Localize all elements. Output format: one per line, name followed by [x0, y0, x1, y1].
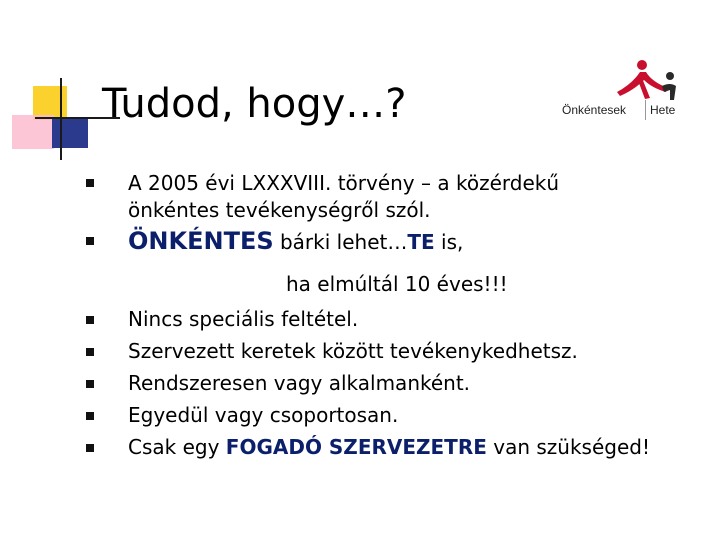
logo-divider	[645, 100, 646, 120]
bullet-marker	[86, 237, 94, 245]
logo-text-hete: Hete	[650, 103, 676, 117]
bullet-marker	[86, 380, 94, 388]
bullet-2-mid: bárki lehet…	[273, 230, 408, 254]
decor-vertical-line	[60, 78, 62, 160]
bullet-3: Nincs speciális feltétel.	[128, 307, 359, 331]
bullet-2-strong: ÖNKÉNTES	[128, 227, 274, 255]
decor-pink-square	[12, 115, 54, 149]
logo-text-onkentesek: Önkéntesek	[562, 103, 627, 117]
bullet-7-strong: FOGADÓ SZERVEZETRE	[225, 435, 487, 459]
bullet-2-te: TE	[407, 230, 435, 254]
bullet-marker	[86, 444, 94, 452]
bullet-7	[128, 434, 650, 460]
bullet-marker	[86, 179, 94, 187]
decor-navy-square	[52, 118, 88, 148]
bullet-1-text: A 2005 évi LXXXVIII. törvény – a közérdekű	[128, 171, 560, 195]
slide-title: Tudod, hogy…?	[102, 81, 407, 127]
bullet-6: Egyedül vagy csoportosan.	[128, 403, 399, 427]
bullet-5: Rendszeresen vagy alkalmanként.	[128, 371, 471, 395]
bullet-4: Szervezett keretek között tevékenykedhetsz.	[128, 339, 578, 363]
bullet-2-text-cont: ha elmúltál 10 éves!!!	[286, 272, 508, 296]
bullet-1-line-1	[128, 170, 559, 196]
bullet-7-pre: Csak egy	[128, 435, 226, 459]
bullet-marker	[86, 316, 94, 324]
bullet-1-text-cont: önkéntes tevékenységről szól.	[128, 198, 431, 222]
bullet-1-line-2	[128, 197, 431, 223]
bullet-7-post: van szükséged!	[486, 435, 650, 459]
logo	[562, 56, 688, 128]
bullet-2-line-2	[286, 271, 508, 297]
bullet-2-line-1	[128, 228, 463, 255]
bullet-2-end: is,	[434, 230, 464, 254]
bullet-marker	[86, 412, 94, 420]
bullet-marker	[86, 348, 94, 356]
logo-figure-icon	[612, 56, 688, 102]
